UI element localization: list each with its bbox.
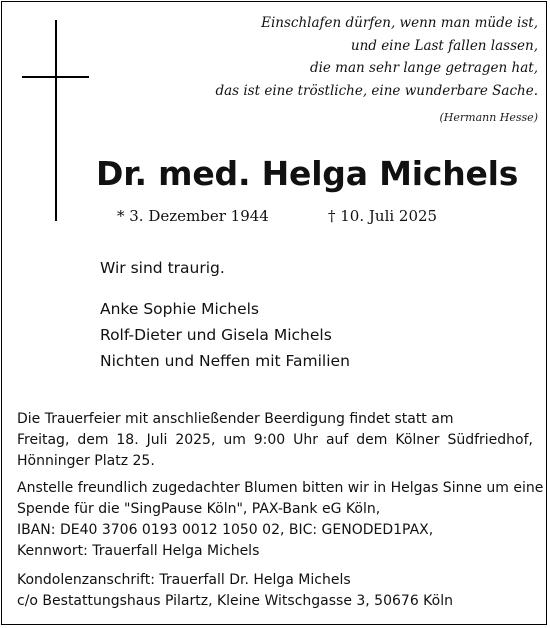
condolence-line: Kondolenzanschrift: Trauerfall Dr. Helga Michels xyxy=(17,572,351,588)
poem xyxy=(138,12,538,102)
death-date: † 10. Juli 2025 xyxy=(328,207,438,225)
poem-line: und eine Last fallen lassen, xyxy=(350,37,538,54)
funeral-line: Die Trauerfeier mit anschließender Beerdigung findet statt am xyxy=(17,411,454,427)
donation-line: IBAN: DE40 3706 0193 0012 1050 02, BIC: GENODED1PAX, xyxy=(17,522,434,538)
mourner-name: Rolf-Dieter und Gisela Michels xyxy=(100,326,332,344)
cross-horizontal-bar xyxy=(22,76,89,78)
donation-line: Kennwort: Trauerfall Helga Michels xyxy=(17,543,260,559)
mourner-name: Anke Sophie Michels xyxy=(100,300,260,318)
condolence-address xyxy=(17,570,533,612)
deceased-name: Dr. med. Helga Michels xyxy=(96,154,519,193)
donation-line: Anstelle freundlich zugedachter Blumen bitten wir in Helgas Sinne um eine xyxy=(17,480,544,496)
mourner-name: Nichten und Neffen mit Familien xyxy=(100,352,350,370)
poem-line: die man sehr lange getragen hat, xyxy=(309,60,538,76)
condolence-line: c/o Bestattungshaus Pilartz, Kleine Witschgasse 3, 50676 Köln xyxy=(17,593,453,609)
funeral-line: Freitag, dem 18. Juli 2025, um 9:00 Uhr auf dem Kölner Südfriedhof, xyxy=(17,432,533,448)
poem-author: (Hermann Hesse) xyxy=(439,111,538,124)
cross-vertical-bar xyxy=(55,20,57,221)
poem-line: Einschlafen dürfen, wenn man müde ist, xyxy=(261,15,538,31)
poem-line: das ist eine tröstliche, eine wunderbare Sache. xyxy=(215,82,538,99)
donation-info xyxy=(17,478,544,562)
donation-line: Spende für die "SingPause Köln", PAX-Bank eG Köln, xyxy=(17,501,381,517)
funeral-info xyxy=(17,409,533,472)
mourning-statement: Wir sind traurig. xyxy=(100,259,225,277)
birth-date: * 3. Dezember 1944 xyxy=(117,207,269,225)
funeral-line: Hönninger Platz 25. xyxy=(17,453,155,469)
